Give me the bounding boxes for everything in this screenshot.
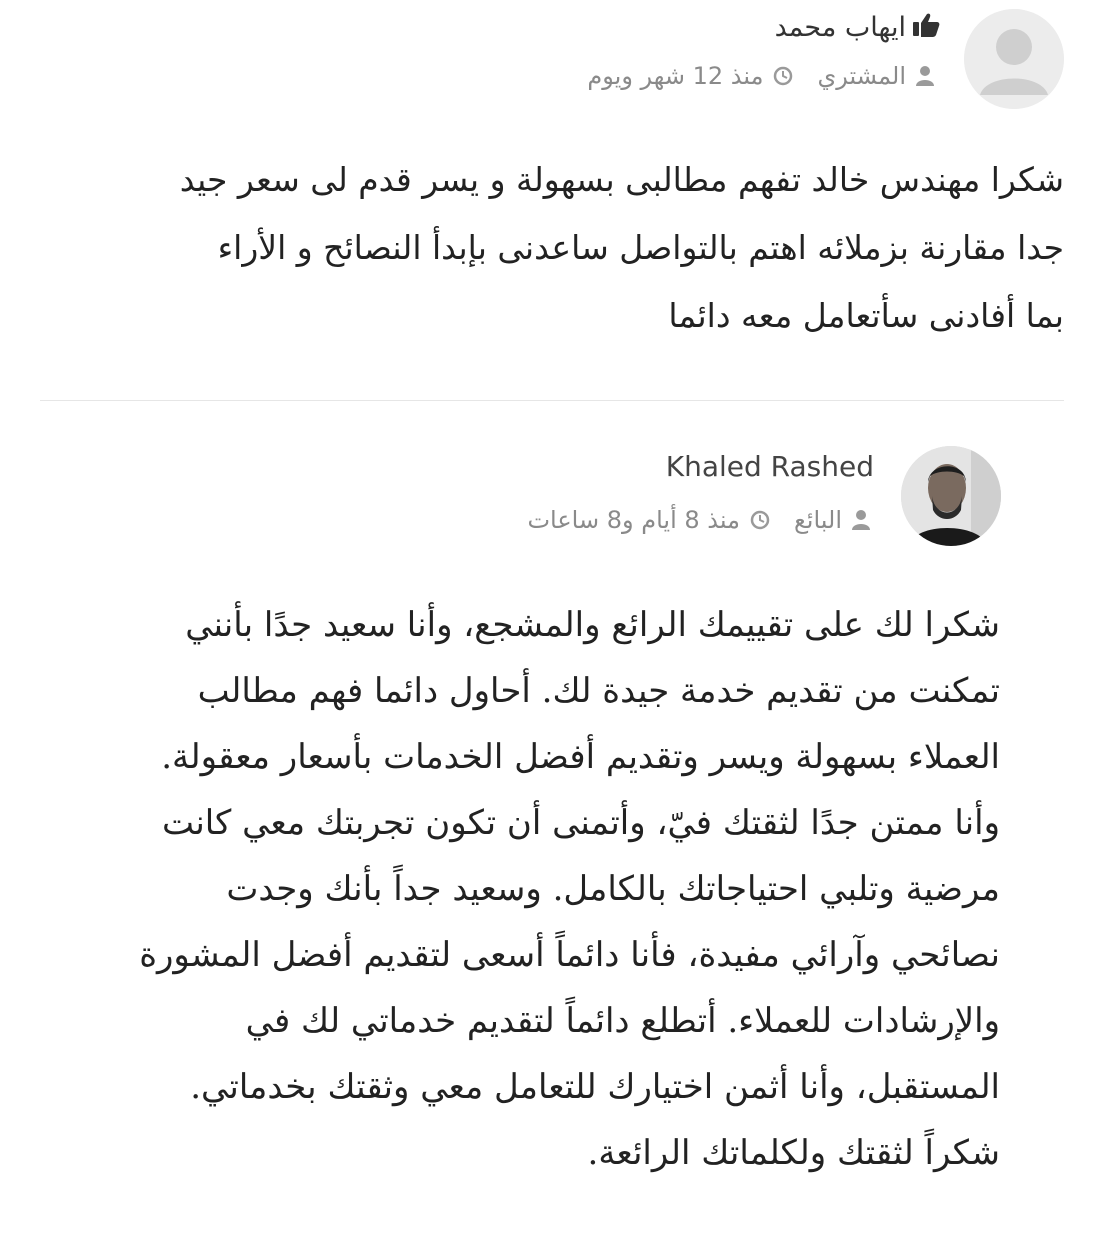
user-icon — [852, 509, 870, 531]
review-text — [180, 146, 1064, 350]
reply-time: منذ 8 أيام و8 ساعات — [527, 506, 740, 534]
review-time: منذ 12 شهر ويوم — [587, 62, 764, 90]
reviewer-name-label: ايهاب محمد — [774, 12, 906, 43]
clock-icon — [750, 510, 770, 530]
reply-text-line: نصائحي وآرائي مفيدة، فأنا دائماً أسعى لتقديم أفضل المشورة — [139, 935, 1000, 975]
thumbs-up-icon — [912, 12, 940, 45]
seller-role: البائع — [794, 506, 842, 534]
default-avatar — [964, 9, 1064, 109]
reply-text-line: المستقبل، وأنا أثمن اختيارك للتعامل معي وثقتك بخدماتي. — [190, 1067, 1000, 1107]
review-buyer — [0, 0, 1102, 400]
divider — [40, 400, 1064, 401]
avatar-photo — [901, 446, 1001, 546]
review-text-line: بما أفادنى سأتعامل معه دائما — [668, 296, 1064, 335]
reply-text-line: شكراً لثقتك ولكلماتك الرائعة. — [587, 1133, 1000, 1173]
reply-text-line: وأنا ممتن جدًا لثقتك فيّ، وأتمنى أن تكون تجربتك معي كانت — [161, 803, 1000, 843]
clock-icon — [773, 66, 793, 86]
reply-text — [139, 592, 1000, 1186]
reply-meta — [527, 506, 870, 534]
review-text-line: جدا مقارنة بزملائه اهتم بالتواصل ساعدنى بإبدأ النصائح و الأراء — [217, 228, 1064, 267]
reply-text-line: والإرشادات للعملاء. أتطلع دائماً لتقديم خدماتي لك في — [245, 1001, 1000, 1041]
reply-text-line: تمكنت من تقديم خدمة جيدة لك. أحاول دائما فهم مطالب — [197, 671, 1000, 711]
seller-avatar-icon — [901, 446, 1001, 546]
user-icon — [916, 65, 934, 87]
reply-text-line: مرضية وتلبي احتياجاتك بالكامل. وسعيد جداً بأنك وجدت — [226, 869, 1000, 909]
review-meta — [587, 62, 934, 90]
seller-name[interactable]: Khaled Rashed — [665, 450, 874, 483]
reply-text-line: العملاء بسهولة ويسر وتقديم أفضل الخدمات بأسعار معقولة. — [161, 737, 1000, 777]
reviewer-role: المشتري — [817, 62, 906, 90]
review-text-line: شكرا مهندس خالد تفهم مطالبى بسهولة و يسر قدم لى سعر جيد — [179, 160, 1064, 199]
reviewer-name[interactable] — [775, 12, 940, 45]
reply-text-line: شكرا لك على تقييمك الرائع والمشجع، وأنا سعيد جدًا بأنني — [185, 605, 1000, 645]
default-user-silhouette-icon — [964, 9, 1064, 109]
review-seller-reply — [0, 400, 1102, 1234]
